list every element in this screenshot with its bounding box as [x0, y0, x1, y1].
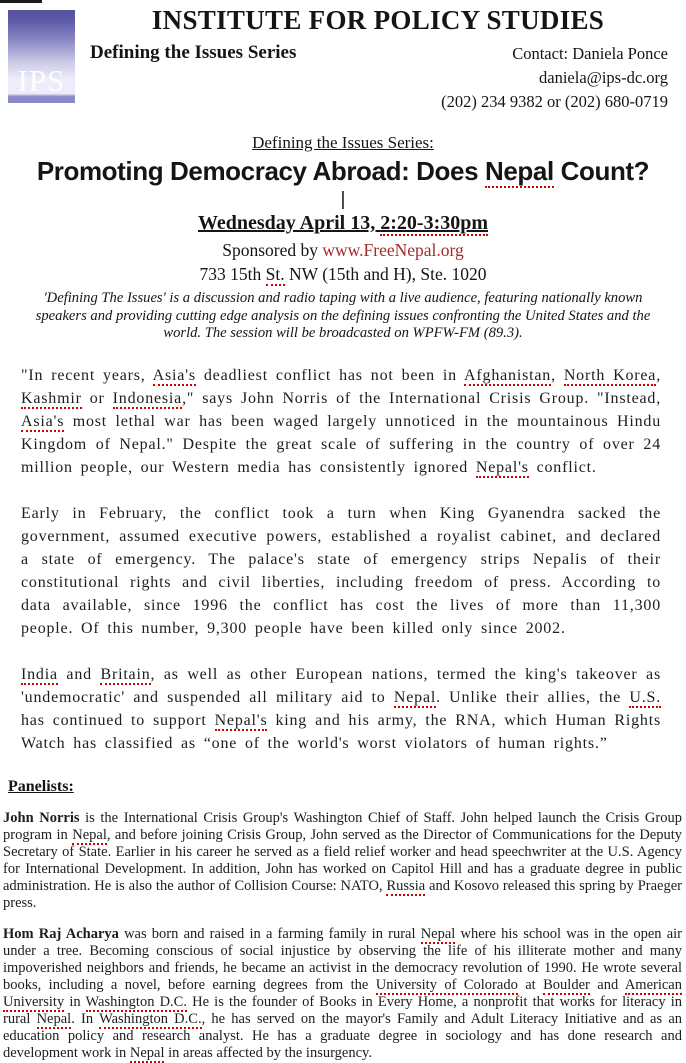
text-segment: in areas affected by the insurgency.	[164, 1044, 372, 1061]
text-segment: and Kosovo released this spring by Praeger press.	[3, 877, 682, 911]
event-block	[0, 133, 686, 343]
text-segment: 733 15th	[199, 264, 266, 284]
text-segment: ,	[656, 366, 661, 384]
event-title	[4, 156, 682, 187]
text-segment: American University	[3, 976, 682, 1010]
text-segment: deadliest conflict has not been in	[195, 366, 465, 384]
ips-logo	[8, 10, 75, 103]
panelist-bio-john-norris	[3, 810, 682, 912]
text-segment: most lethal war has been waged largely unnoticed in the mountainous Hindu Kingdom of Nepal." Despite the great scale of suffering in the country of over 24 million people, our Western media has consistently ignored	[21, 412, 661, 476]
text-segment: Afghanistan	[464, 366, 552, 384]
text-segment: and	[589, 976, 625, 993]
text-segment: Sponsored by	[222, 240, 323, 260]
contact-email: daniela@ips-dc.org	[539, 68, 668, 87]
text-segment: and	[57, 665, 101, 683]
body-paragraph-1	[21, 364, 661, 479]
event-sponsor-line	[0, 240, 686, 261]
text-segment: or	[81, 389, 113, 407]
text-segment: king and his army, the RNA, which Human Rights Watch has classified as “one of the world's worst violators of human rights.”	[21, 711, 661, 752]
text-segment: Washington D.C.	[85, 993, 187, 1010]
text-segment: U.S.	[629, 688, 661, 706]
text-segment: conflict.	[528, 458, 597, 476]
text-segment: , and before joining Crisis Group, John served as the Director of Communications for the Deputy Secretary of State. Earlier in his career he served as a field relief worker and head speechwriter at the U.S. Agency for International Development. In addition, John has worked on Capitol Hill and has a graduate degree in public administration. He is also the author of Collision Course: NATO,	[3, 826, 683, 894]
text-segment: , as well as other European nations, termed the king's takeover as 'undemocratic' and suspended all military aid to	[21, 665, 661, 706]
contact-block	[441, 42, 668, 114]
text-segment: "In recent years,	[21, 366, 153, 384]
text-segment: in	[64, 993, 86, 1010]
text-segment: Asia's	[152, 366, 196, 384]
text-segment: Hom Raj Acharya	[3, 925, 119, 942]
text-segment: where his school was in the open air under a tree. Becoming conscious of social injustice by observing the life of his illiterate mother and many impoverished neighbors and friends, he became an activist in the democracy revolution of 1990. He wrote several books, including a novel, before earning degrees from the	[3, 925, 683, 993]
ips-logo-text: IPS	[17, 63, 66, 98]
text-segment: University of Colorado	[375, 976, 518, 993]
text-segment: Promoting Democracy Abroad: Does	[36, 156, 485, 186]
body-paragraph-3	[21, 663, 661, 755]
text-segment: Count?	[553, 156, 650, 186]
text-segment: . Unlike their allies, the	[436, 688, 630, 706]
text-segment: at	[517, 976, 544, 993]
org-title: INSTITUTE FOR POLICY STUDIES	[151, 5, 605, 35]
text-segment: has continued to support	[21, 711, 215, 729]
text-segment: Nepal's	[214, 711, 268, 729]
text-segment: Nepal	[484, 156, 554, 186]
text-segment: Britain	[100, 665, 151, 683]
text-segment: Nepal	[36, 1010, 72, 1027]
text-segment: Russia	[386, 877, 426, 894]
body-paragraph-2	[21, 502, 661, 640]
text-segment: 2:20-3:30pm	[380, 212, 489, 234]
article-body	[21, 364, 661, 755]
text-segment: is the International Crisis Group's Washington Chief of Staff. John helped launch the Crisis Group program in	[3, 809, 682, 843]
text-segment: Boulder	[543, 976, 590, 993]
panelist-bio-hom-raj-acharya	[3, 926, 682, 1062]
text-segment: , he has served on the mayor's Family and Adult Literacy Initiative and as an education policy and research analyst. He has a graduate degree in sociology and has done research and development work in	[3, 1010, 682, 1061]
text-segment: Nepal's	[475, 458, 529, 476]
text-segment: St.	[265, 264, 285, 284]
text-segment: Nepal	[72, 826, 107, 843]
sponsor-link[interactable]: www.FreeNepal.org	[322, 240, 464, 260]
event-datetime	[0, 212, 686, 235]
divider-bar: |	[340, 189, 346, 210]
text-segment: Washington D.C.	[99, 1010, 202, 1027]
event-description-note: 'Defining The Issues' is a discussion and radio taping with a live audience, featuring nationally known speakers and providing cutting edge analysis on the defining issues confronting the United States and the world. The session will be broadcasted on WPFW-FM (89.3).	[35, 290, 651, 341]
text-segment: Wednesday April 13,	[197, 212, 381, 234]
contact-name: Contact: Daniela Ponce	[512, 44, 668, 63]
text-segment: Asia's	[21, 412, 65, 430]
text-segment: He is the founder of Books in Every Home, a nonprofit that works for literacy in rural	[3, 993, 682, 1027]
panelists-section	[3, 778, 682, 1062]
text-segment: John Norris	[3, 809, 80, 826]
contact-phones: (202) 234 9382 or (202) 680-0719	[441, 92, 668, 111]
text-segment: ," says John Norris of the International Crisis Group. "Instead,	[182, 389, 661, 407]
text-segment: Nepal	[129, 1044, 165, 1061]
text-segment: ,	[551, 366, 564, 384]
header	[0, 0, 686, 113]
text-segment: NW (15th and H), Ste. 1020	[284, 264, 487, 284]
text-segment: Nepal	[420, 925, 456, 942]
panelists-heading: Panelists:	[8, 777, 74, 795]
text-segment: Early in February, the conflict took a turn when King Gyanendra sacked the government, assumed executive powers, established a royalist cabinet, and declared a state of emergency. The palace's state of emergency strips Nepalis of their constitutional rights and civil liberties, including freedom of press. According to data available, since 1996 the conflict has cost the lives of more than 11,300 people. Of this number, 9,300 people have been killed only since 2002.	[21, 504, 661, 637]
text-segment: Nepal	[393, 688, 437, 706]
event-series-line: Defining the Issues Series:	[252, 133, 434, 152]
text-segment: Indonesia	[112, 389, 183, 407]
text-segment: India	[21, 665, 58, 683]
event-address	[0, 264, 686, 285]
text-segment: Kashmir	[21, 389, 82, 407]
text-segment: . In	[71, 1010, 100, 1027]
text-segment: was born and raised in a farming family in rural	[118, 925, 421, 942]
series-label: Defining the Issues Series	[90, 42, 297, 63]
text-segment: North Korea	[563, 366, 657, 384]
